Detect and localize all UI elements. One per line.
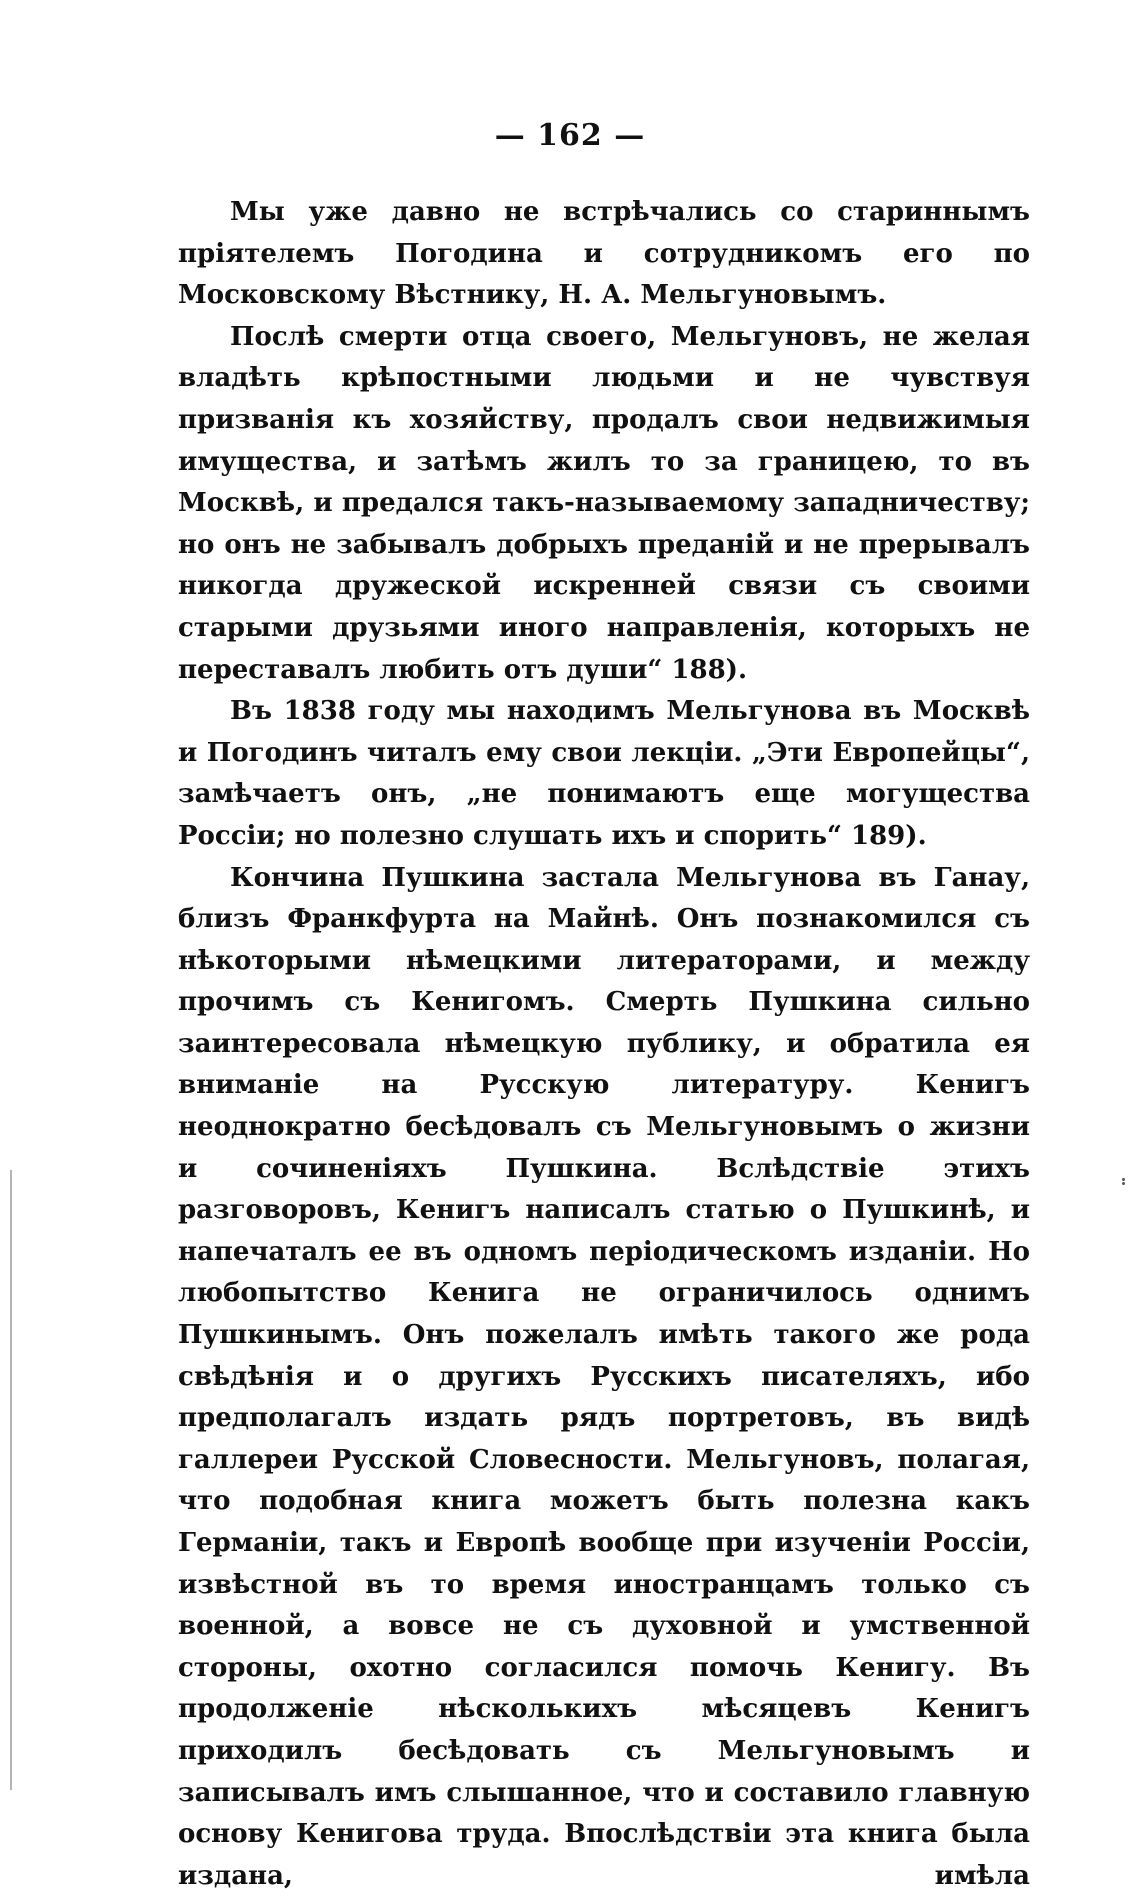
scan-dot-right-1 — [1122, 1178, 1125, 1181]
scan-margin-mark-left — [10, 1170, 12, 1790]
paragraph-4: Кончина Пушкина застала Мельгунова въ Ганау, близъ Франкфурта на Майнѣ. Онъ познакомился съ нѣкоторыми нѣмецкими литераторами, и между прочимъ съ Кенигомъ. Смерть Пушкина сильно заинтересовала нѣмецкую публику, и обратила ея вниманiе на Русскую литературу. Кенигъ неоднократно бесѣдовалъ съ Мельгуновымъ о жизни и сочиненiяхъ Пушкина. Вслѣдствiе этихъ разговоровъ, Кенигъ написалъ статью о Пушкинѣ, и напечаталъ ее въ одномъ перiодическомъ изданiи. Но любопытство Кенига не ограничилось однимъ Пушкинымъ. Онъ пожелалъ имѣть такого же рода свѣдѣнiя и о другихъ Русскихъ писателяхъ, ибо предполагалъ издать рядъ портретовъ, въ видѣ галлереи Русской Словесности. Мельгуновъ, полагая, что подобная книга можетъ быть полезна какъ Германiи, такъ и Европѣ вообще при изученiи Россiи, извѣстной въ то время иностранцамъ только съ военной, а вовсе не съ духовной и умственной стороны, охотно согласился помочь Кенигу. Въ продолженiе нѣсколькихъ мѣсяцевъ Кенигъ приходилъ бесѣдовать съ Мельгуновымъ и записывалъ имъ слышанное, что и составило главную основу Кенигова труда. Впослѣдствiи эта книга была издана, имѣла — [178, 858, 1030, 1897]
paragraph-2: Послѣ смерти отца своего, Мельгуновъ, не желая владѣть крѣпостными людьми и не чувствуя призванiя къ хозяйству, продалъ свои недвижимыя имущества, и затѣмъ жилъ то за границею, то въ Москвѣ, и предался такъ-называемому западничеству; но онъ не забывалъ добрыхъ преданiй и не прерывалъ никогда дружеской искренней связи съ своими старыми друзьями иного направленiя, которыхъ не переставалъ любить отъ души“ 188). — [178, 317, 1030, 691]
paragraph-1: Мы уже давно не встрѣчались со стариннымъ прiятелемъ Погодина и сотрудникомъ его по Московскому Вѣстнику, Н. А. Мельгуновымъ. — [178, 192, 1030, 317]
body-text — [178, 192, 1030, 1897]
scan-dot-right-2 — [1122, 1182, 1125, 1185]
paragraph-3: Въ 1838 году мы находимъ Мельгунова въ Москвѣ и Погодинъ читалъ ему свои лекцiи. „Эти Европейцы“, замѣчаетъ онъ, „не понимаютъ еще могущества Россiи; но полезно слушать ихъ и спорить“ 189). — [178, 691, 1030, 857]
page-number: — 162 — — [0, 118, 1140, 153]
